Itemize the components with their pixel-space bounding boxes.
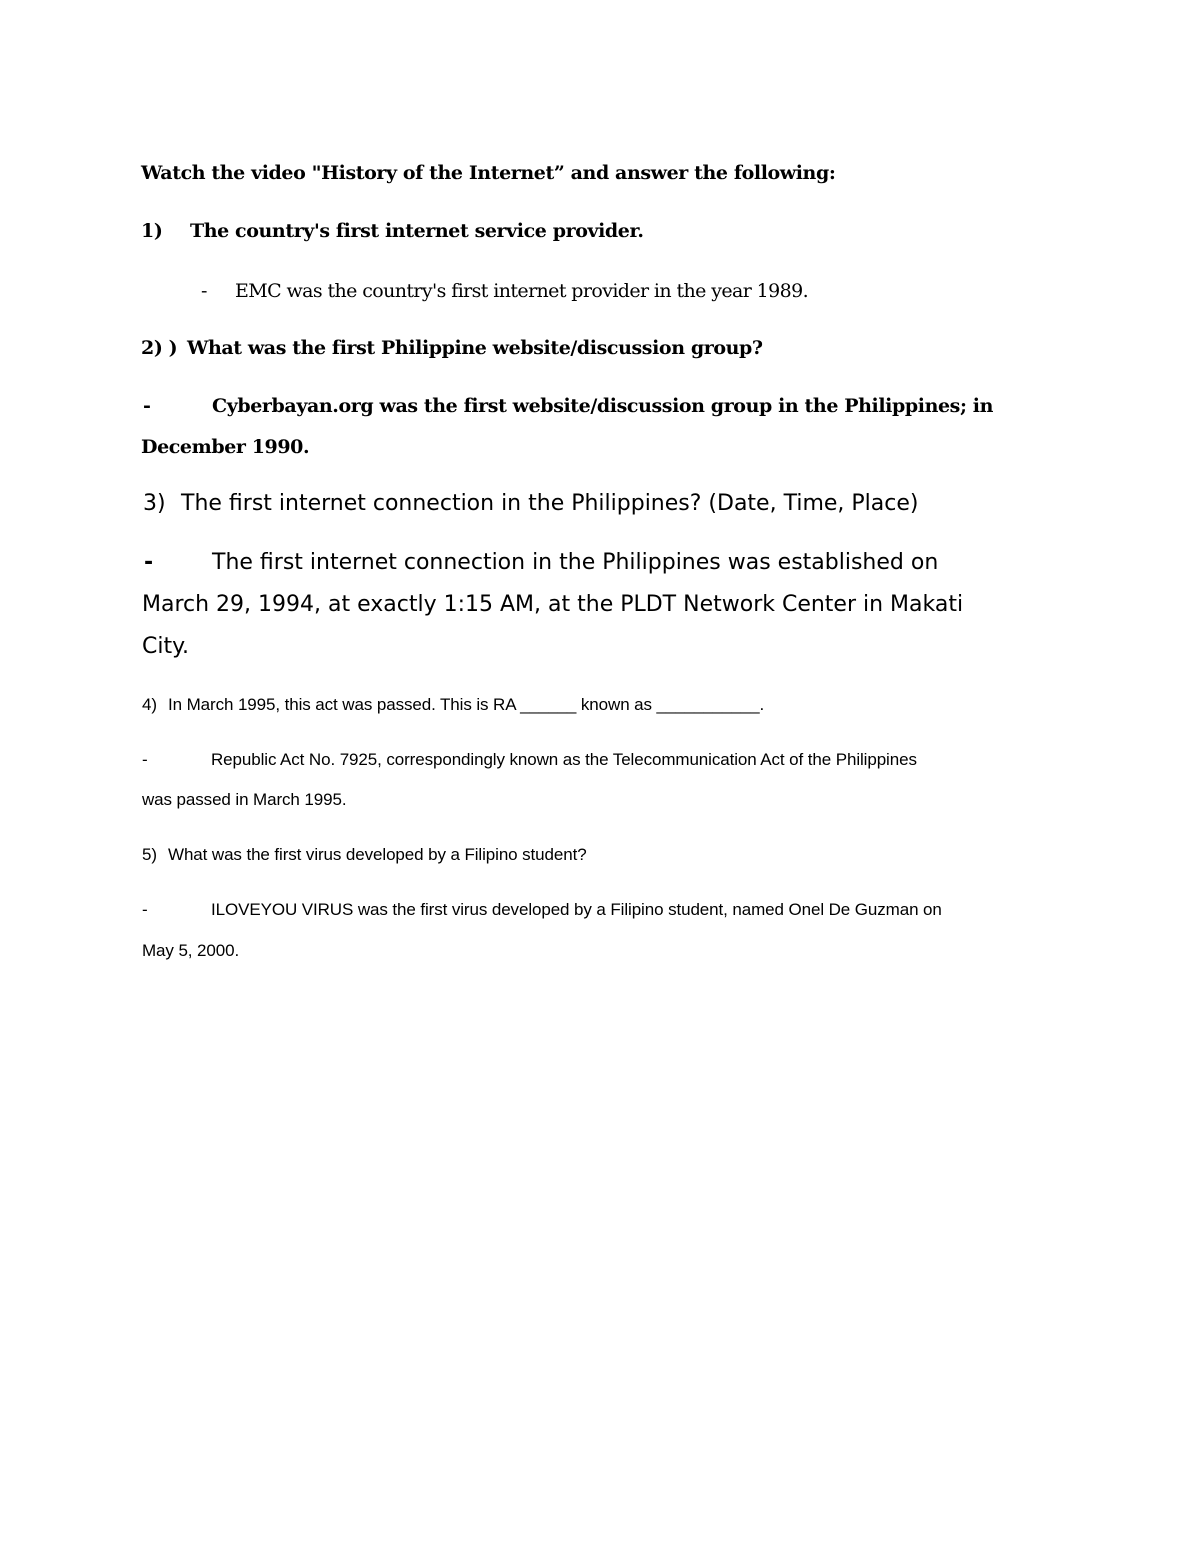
answer-5-text-line-2: May 5, 2000. [142, 941, 240, 960]
question-1-text: The country's first internet service provider. [190, 220, 644, 242]
answer-3-text-line-1: The first internet connection in the Philippines was established on [212, 550, 939, 575]
answer-1-bullet: - [201, 280, 207, 302]
answer-2-bullet: - [143, 395, 151, 417]
answer-3-text-line-2: March 29, 1994, at exactly 1:15 AM, at the PLDT Network Center in Makati [142, 592, 964, 617]
question-2-text: What was the first Philippine website/discussion group? [187, 337, 763, 359]
answer-4-bullet: - [142, 750, 148, 769]
answer-5-text-line-1: ILOVEYOU VIRUS was the first virus developed by a Filipino student, named Onel De Guzman on [211, 900, 942, 919]
answer-3-text-line-3: City. [142, 634, 189, 659]
question-4-number: 4) [142, 695, 157, 714]
question-3-text: The first internet connection in the Philippines? (Date, Time, Place) [181, 491, 919, 516]
question-5-number: 5) [142, 845, 157, 864]
answer-2-text-line-1: Cyberbayan.org was the first website/discussion group in the Philippines; in [212, 395, 994, 417]
question-1-number: 1) [141, 220, 163, 242]
question-4-text: In March 1995, this act was passed. This is RA ______ known as ___________. [168, 695, 765, 714]
question-5-text: What was the first virus developed by a Filipino student? [168, 845, 587, 864]
answer-2-text-line-2: December 1990. [141, 436, 310, 458]
answer-5-bullet: - [142, 900, 148, 919]
intro-instruction: Watch the video "History of the Internet” and answer the following: [141, 162, 836, 184]
answer-4-text-line-2: was passed in March 1995. [142, 790, 347, 809]
answer-4-text-line-1: Republic Act No. 7925, correspondingly known as the Telecommunication Act of the Philippines [211, 750, 917, 769]
question-2-number: 2) ) [141, 337, 178, 359]
answer-1-text: EMC was the country's first internet provider in the year 1989. [235, 280, 809, 302]
question-3-number: 3) [143, 491, 166, 516]
answer-3-bullet: - [144, 550, 154, 575]
